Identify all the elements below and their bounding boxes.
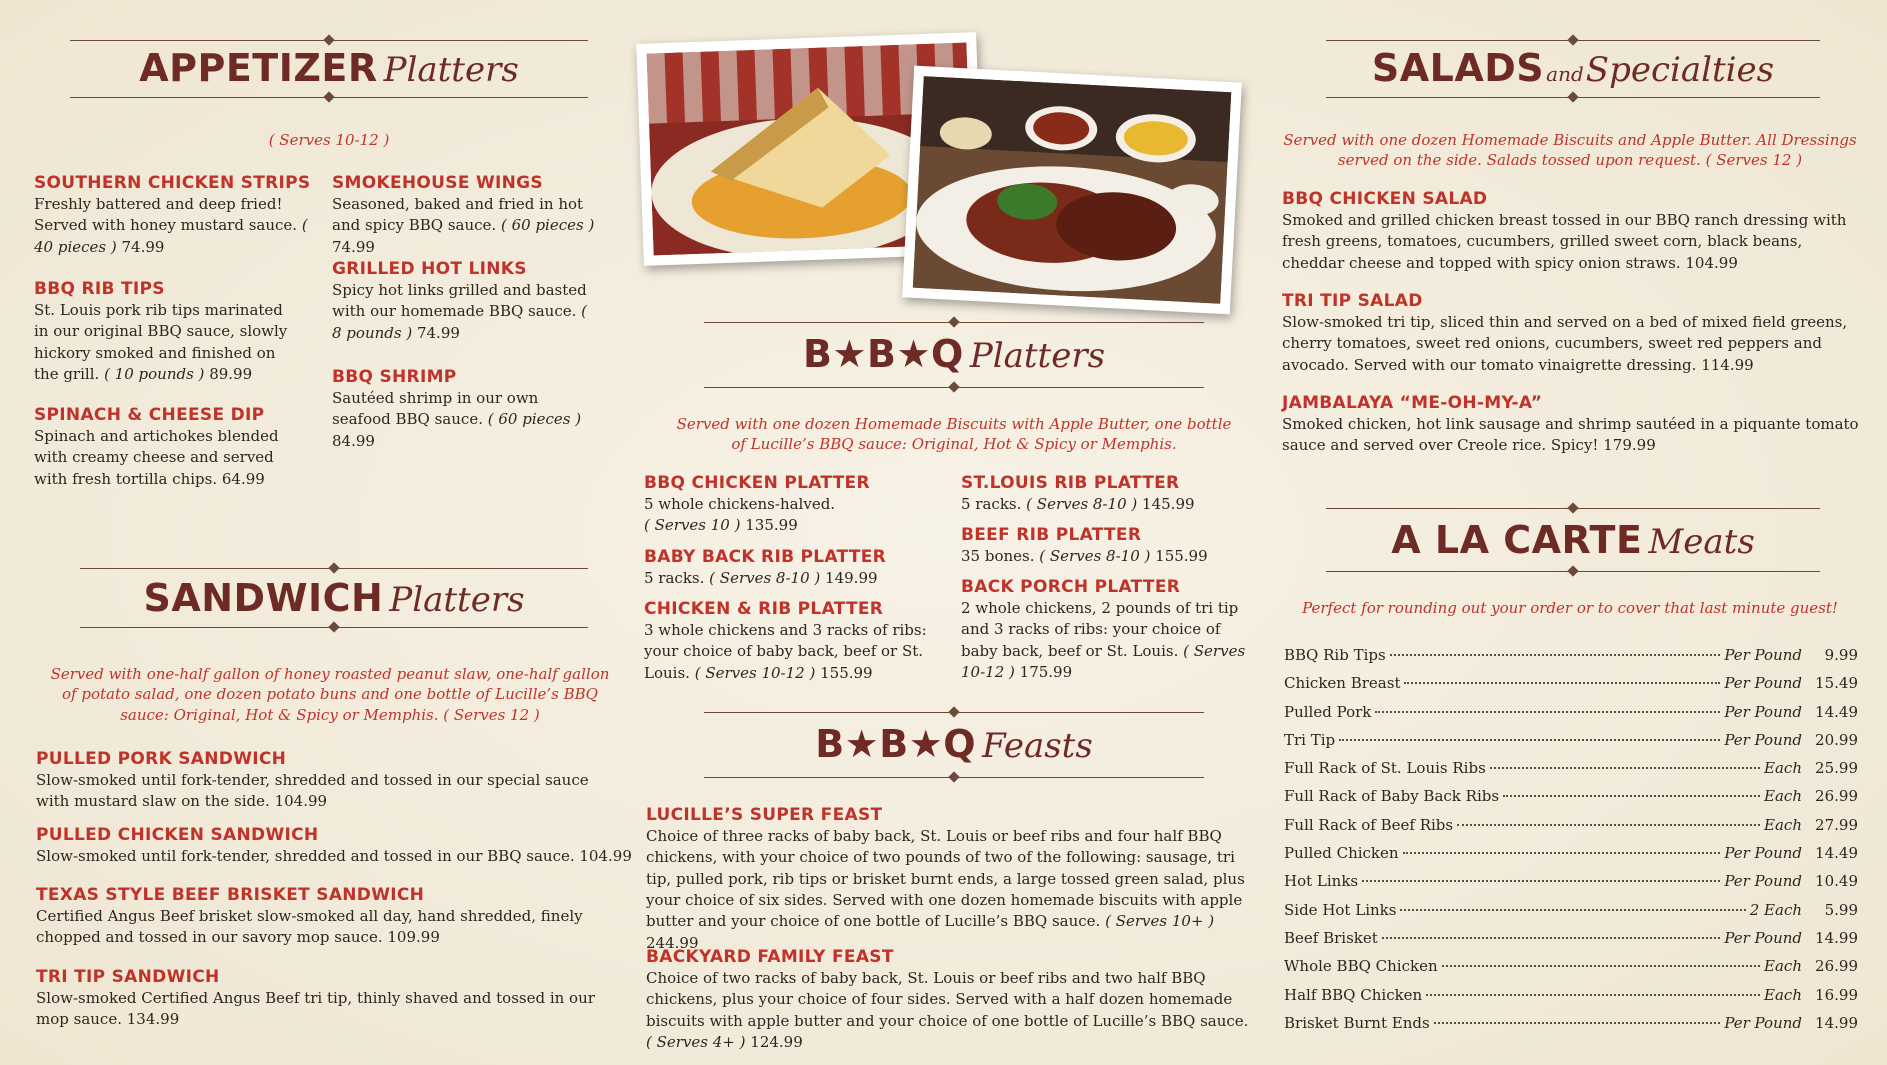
sandwich-header <box>80 568 588 628</box>
item-description: Slow-smoked until fork-tender, shredded and tossed in our BBQ sauce. <box>36 847 575 866</box>
alacarte-title-script: Meats <box>1648 522 1755 562</box>
bbq-feasts-title-big: B★B★Q <box>815 722 977 766</box>
bbq-platters-note: Served with one dozen Homemade Biscuits with Apple Butter, one bottle of Lucille’s BBQ sauce: Original, Hot & Spicy or Memphis. <box>676 415 1232 454</box>
dot-leader <box>1375 711 1720 713</box>
item-name: PULLED PORK SANDWICH <box>36 749 287 769</box>
item-serves: ( Serves 8-10 ) <box>1039 547 1151 566</box>
bbq-feasts-title <box>704 722 1204 766</box>
item-desc <box>332 280 596 344</box>
appetizer-title <box>70 46 588 90</box>
appetizer-item <box>34 404 296 490</box>
item-price: 14.49 <box>1815 702 1858 721</box>
feast-item <box>646 804 1252 954</box>
alacarte-header <box>1326 508 1820 572</box>
item-description: St. Louis pork rib tips marinated in our original BBQ sauce, slowly hickory smoked and finished on the grill. <box>34 301 288 383</box>
item-desc <box>332 388 596 452</box>
sandwich-item <box>36 748 616 813</box>
item-description: Seasoned, baked and fried in hot and spicy BBQ sauce. <box>332 195 584 235</box>
platter-item <box>644 598 956 684</box>
list-item <box>1284 981 1858 1009</box>
divider <box>70 40 588 41</box>
item-name: Pulled Chicken <box>1284 844 1399 863</box>
dot-leader <box>1339 739 1720 741</box>
item-price: 74.99 <box>332 237 375 256</box>
appetizer-title-script: Platters <box>383 50 519 90</box>
item-unit: Per Pound <box>1724 674 1802 693</box>
item-name: BBQ CHICKEN SALAD <box>1282 189 1488 209</box>
item-name: Tri Tip <box>1284 730 1336 749</box>
item-serves: ( Serves 8-10 ) <box>709 569 821 588</box>
item-price: 27.99 <box>1815 815 1858 834</box>
item-name: TRI TIP SALAD <box>1282 291 1423 311</box>
item-desc <box>36 770 616 813</box>
item-price: 26.99 <box>1815 957 1858 976</box>
divider <box>1326 97 1820 98</box>
item-description: 5 whole chickens-halved. <box>644 495 836 514</box>
item-description: 35 bones. <box>961 547 1035 566</box>
item-name: LUCILLE’S SUPER FEAST <box>646 805 883 825</box>
item-name: BBQ SHRIMP <box>332 367 457 387</box>
item-price: 14.99 <box>1815 1013 1858 1032</box>
item-price: 155.99 <box>1155 547 1208 566</box>
salads-title <box>1326 46 1820 90</box>
item-unit: 2 Each <box>1749 900 1802 919</box>
item-desc <box>644 494 954 537</box>
appetizer-header <box>70 40 588 98</box>
bbq-platters-title <box>704 332 1204 376</box>
divider <box>80 568 588 569</box>
item-unit: Per Pound <box>1724 928 1802 947</box>
item-desc <box>646 826 1252 954</box>
divider <box>1326 40 1820 41</box>
item-price: 10.49 <box>1815 872 1858 891</box>
item-price: 84.99 <box>332 431 375 450</box>
item-unit: Per Pound <box>1724 702 1802 721</box>
item-unit: Each <box>1764 759 1802 778</box>
item-description: Choice of three racks of baby back, St. Louis or beef ribs and four half BBQ chickens, with your choice of two pounds of two of the following: sausage, tri tip, pulled pork, rib tips or brisket burnt ends, a large tossed green salad, plus your choice of six sides. Served with one dozen homemade biscuits with apple butter and your choice of one bottle of Lucille’s BBQ sauce. <box>646 827 1245 931</box>
item-desc <box>646 968 1252 1053</box>
list-item <box>1284 839 1858 867</box>
item-price: 179.99 <box>1603 436 1656 455</box>
sandwich-item <box>36 824 636 867</box>
item-price: 74.99 <box>121 237 165 256</box>
item-name: GRILLED HOT LINKS <box>332 259 527 279</box>
alacarte-title-big: A LA CARTE <box>1391 518 1643 562</box>
divider <box>704 322 1204 323</box>
bbq-feasts-title-script: Feasts <box>982 726 1093 766</box>
item-name: JAMBALAYA “ME-OH-MY-A” <box>1282 393 1543 413</box>
item-name: Full Rack of Beef Ribs <box>1284 815 1454 834</box>
item-price: 74.99 <box>416 323 460 342</box>
sandwich-title <box>80 576 588 620</box>
item-name: PULLED CHICKEN SANDWICH <box>36 825 319 845</box>
appetizer-item <box>34 278 294 385</box>
item-price: 134.99 <box>126 1010 180 1029</box>
item-serves: ( Serves 10 ) <box>644 516 741 535</box>
item-desc <box>36 988 616 1031</box>
item-unit: Per Pound <box>1724 844 1802 863</box>
item-serves: ( Serves 10-12 ) <box>694 663 816 682</box>
item-description: 5 racks. <box>644 569 705 588</box>
dot-leader <box>1457 824 1760 826</box>
item-description: Slow-smoked Certified Angus Beef tri tip, thinly shaved and tossed in our mop sauce. <box>36 989 595 1029</box>
item-price: 15.49 <box>1815 674 1858 693</box>
item-price: 89.99 <box>209 364 253 383</box>
item-price: 26.99 <box>1815 787 1858 806</box>
item-name: BEEF RIB PLATTER <box>961 525 1142 545</box>
item-description: Certified Angus Beef brisket slow-smoked all day, hand shredded, finely chopped and tossed in our savory mop sauce. <box>36 907 583 947</box>
item-desc <box>34 300 294 385</box>
salads-title-and: and <box>1546 62 1584 86</box>
dot-leader <box>1503 795 1760 797</box>
dot-leader <box>1442 965 1760 967</box>
item-name: TRI TIP SANDWICH <box>36 967 220 987</box>
list-item <box>1284 669 1858 697</box>
item-desc <box>644 620 956 684</box>
item-price: 145.99 <box>1142 495 1195 514</box>
item-serves: ( 40 pieces ) <box>34 216 308 256</box>
list-item <box>1284 924 1858 952</box>
divider <box>704 387 1204 388</box>
item-name: Half BBQ Chicken <box>1284 985 1423 1004</box>
list-item <box>1284 754 1858 782</box>
item-serves: ( 8 pounds ) <box>332 302 588 342</box>
item-name: BBQ RIB TIPS <box>34 279 165 299</box>
item-price: 5.99 <box>1824 900 1858 919</box>
alacarte-title <box>1326 518 1820 562</box>
item-price: 104.99 <box>274 792 328 811</box>
divider <box>704 777 1204 778</box>
item-name: CHICKEN & RIB PLATTER <box>644 599 884 619</box>
dot-leader <box>1400 909 1745 911</box>
item-name: Brisket Burnt Ends <box>1284 1013 1430 1032</box>
appetizer-title-big: APPETIZER <box>139 46 378 90</box>
salads-header <box>1326 40 1820 98</box>
item-desc <box>36 846 636 867</box>
item-name: Hot Links <box>1284 872 1359 891</box>
item-serves: ( 10 pounds ) <box>104 364 205 383</box>
item-desc <box>644 568 954 589</box>
bbq-platters-title-script: Platters <box>969 336 1106 376</box>
platter-item <box>644 472 954 537</box>
item-description: Spicy hot links grilled and basted with our homemade BBQ sauce. <box>332 281 587 321</box>
appetizer-item <box>332 366 596 452</box>
item-description: 2 whole chickens, 2 pounds of tri tip and 3 racks of ribs: your choice of baby back, beef or St. Louis. <box>961 599 1239 660</box>
list-item <box>1284 726 1858 754</box>
list-item <box>1284 641 1858 669</box>
feast-item <box>646 946 1252 1053</box>
item-price: 124.99 <box>750 1032 803 1051</box>
item-price: 64.99 <box>221 469 265 488</box>
item-desc <box>1282 414 1860 457</box>
list-item <box>1284 896 1858 924</box>
item-desc <box>36 906 586 949</box>
alacarte-list <box>1284 641 1858 1037</box>
item-name: Beef Brisket <box>1284 928 1378 947</box>
item-name: SPINACH & CHEESE DIP <box>34 405 265 425</box>
item-unit: Per Pound <box>1724 872 1802 891</box>
item-name: Whole BBQ Chicken <box>1284 957 1438 976</box>
item-desc <box>961 494 1261 515</box>
dot-leader <box>1390 654 1721 656</box>
item-desc <box>34 194 324 258</box>
item-price: 114.99 <box>1701 355 1754 374</box>
item-serves: ( 60 pieces ) <box>487 410 582 429</box>
item-name: Full Rack of Baby Back Ribs <box>1284 787 1500 806</box>
appetizer-item <box>332 258 596 344</box>
item-name: SMOKEHOUSE WINGS <box>332 173 543 193</box>
divider <box>1326 508 1820 509</box>
food-photo-bbq-plate <box>902 66 1242 315</box>
bbq-platters-title-big: B★B★Q <box>802 332 964 376</box>
bbq-plate-image <box>913 76 1232 304</box>
salads-title-big: SALADS <box>1371 46 1545 90</box>
appetizer-item <box>332 172 608 258</box>
item-description: Freshly battered and deep fried! Served with honey mustard sauce. <box>34 195 298 235</box>
divider <box>80 627 588 628</box>
platter-item <box>644 546 954 589</box>
item-description: Sautéed shrimp in our own seafood BBQ sauce. <box>332 389 539 429</box>
salad-item <box>1282 188 1860 274</box>
divider <box>1326 571 1820 572</box>
item-description: Smoked chicken, hot link sausage and shrimp sautéed in a piquante tomato sauce and served over Creole rice. Spicy! <box>1282 415 1859 455</box>
platter-item <box>961 524 1261 567</box>
salads-note: Served with one dozen Homemade Biscuits and Apple Butter. All Dressings served on the side. Salads tossed upon request. ( Serves 12 ) <box>1283 131 1857 170</box>
item-name: SOUTHERN CHICKEN STRIPS <box>34 173 311 193</box>
item-name: ST.LOUIS RIB PLATTER <box>961 473 1180 493</box>
item-name: BBQ Rib Tips <box>1284 646 1386 664</box>
item-unit: Each <box>1764 985 1802 1004</box>
dot-leader <box>1403 852 1721 854</box>
item-name: BACK PORCH PLATTER <box>961 577 1181 597</box>
item-desc <box>961 546 1261 567</box>
platter-item <box>961 472 1261 515</box>
item-price: 175.99 <box>1019 662 1073 681</box>
item-price: 20.99 <box>1815 730 1858 749</box>
item-price: 104.99 <box>1685 253 1738 272</box>
sandwich-item <box>36 966 616 1031</box>
bbq-feasts-header <box>704 712 1204 778</box>
appetizer-item <box>34 172 324 258</box>
divider <box>70 97 588 98</box>
item-unit: Each <box>1764 815 1802 834</box>
item-description: Slow-smoked tri tip, sliced thin and served on a bed of mixed field greens, cherry tomatoes, sweet red onions, cucumbers, sweet red peppers and avocado. Served with our tomato vinaigrette dressing. <box>1282 313 1848 374</box>
bbq-platters-header <box>704 322 1204 388</box>
item-price: 104.99 <box>579 847 632 866</box>
sandwich-title-script: Platters <box>389 580 525 620</box>
list-item <box>1284 1009 1858 1037</box>
item-serves: ( Serves 8-10 ) <box>1026 495 1138 514</box>
item-description: Smoked and grilled chicken breast tossed in our BBQ ranch dressing with fresh greens, tomatoes, cucumbers, grilled sweet corn, black beans, cheddar cheese and topped with spicy onion straws. <box>1282 211 1847 272</box>
list-item <box>1284 867 1858 895</box>
item-price: 9.99 <box>1824 646 1858 664</box>
item-name: BBQ CHICKEN PLATTER <box>644 473 870 493</box>
dot-leader <box>1382 937 1721 939</box>
item-unit: Per Pound <box>1724 1013 1802 1032</box>
item-price: 16.99 <box>1815 985 1858 1004</box>
platter-item <box>961 576 1261 683</box>
item-desc <box>1282 210 1860 274</box>
item-unit: Per Pound <box>1724 730 1802 749</box>
item-name: Pulled Pork <box>1284 702 1372 721</box>
item-name: BACKYARD FAMILY FEAST <box>646 947 894 967</box>
dot-leader <box>1362 880 1720 882</box>
item-serves: ( Serves 4+ ) <box>646 1032 746 1051</box>
appetizer-serves: ( Serves 10-12 ) <box>268 131 390 149</box>
item-description: Choice of two racks of baby back, St. Louis or beef ribs and two half BBQ chickens, plus your choice of four sides. Served with a half dozen homemade biscuits with apple butter and your choice of one bottle of Lucille’s BBQ sauce. <box>646 969 1249 1030</box>
item-desc <box>332 194 608 258</box>
list-item <box>1284 811 1858 839</box>
sandwich-item <box>36 884 586 949</box>
item-price: 14.99 <box>1815 928 1858 947</box>
salad-item <box>1282 290 1860 376</box>
dot-leader <box>1426 994 1760 996</box>
sandwich-note: Served with one-half gallon of honey roasted peanut slaw, one-half gallon of potato salad, one dozen potato buns and one bottle of Lucille’s BBQ sauce: Original, Hot & Spicy or Memphis. ( Serves 12 ) <box>50 665 610 724</box>
sandwich-title-big: SANDWICH <box>143 576 384 620</box>
item-description: 5 racks. <box>961 495 1022 514</box>
item-name: Full Rack of St. Louis Ribs <box>1284 759 1486 778</box>
salads-title-script: Specialties <box>1585 50 1775 90</box>
item-description: Slow-smoked until fork-tender, shredded and tossed in our special sauce with mustard slaw on the side. <box>36 771 589 811</box>
item-description: 3 whole chickens and 3 racks of ribs: your choice of baby back, beef or St. Louis. <box>644 621 927 682</box>
item-price: 14.49 <box>1815 844 1858 863</box>
alacarte-note: Perfect for rounding out your order or to cover that last minute guest! <box>1302 599 1838 617</box>
dot-leader <box>1434 1022 1721 1024</box>
dot-leader <box>1404 682 1720 684</box>
item-name: TEXAS STYLE BEEF BRISKET SANDWICH <box>36 885 425 905</box>
salad-item <box>1282 392 1860 457</box>
item-description: Spinach and artichokes blended with creamy cheese and served with fresh tortilla chips. <box>34 427 279 488</box>
list-item <box>1284 952 1858 980</box>
item-desc <box>1282 312 1860 376</box>
list-item <box>1284 782 1858 810</box>
item-unit: Each <box>1764 957 1802 976</box>
item-price: 155.99 <box>820 663 873 682</box>
item-price: 109.99 <box>387 928 440 947</box>
item-serves: ( Serves 10+ ) <box>1105 912 1215 931</box>
dot-leader <box>1490 767 1760 769</box>
item-unit: Each <box>1764 787 1802 806</box>
item-unit: Per Pound <box>1724 646 1802 664</box>
item-price: 149.99 <box>825 569 878 588</box>
item-desc <box>34 426 296 490</box>
list-item <box>1284 698 1858 726</box>
item-name: Side Hot Links <box>1284 900 1397 919</box>
item-serves: ( 60 pieces ) <box>500 216 595 235</box>
item-name: BABY BACK RIB PLATTER <box>644 547 887 567</box>
item-price: 135.99 <box>745 516 798 535</box>
item-price: 25.99 <box>1815 759 1858 778</box>
item-price: 244.99 <box>646 933 699 952</box>
item-desc <box>961 598 1261 683</box>
divider <box>704 712 1204 713</box>
item-name: Chicken Breast <box>1284 674 1401 693</box>
item-serves: ( Serves 10-12 ) <box>961 641 1246 681</box>
